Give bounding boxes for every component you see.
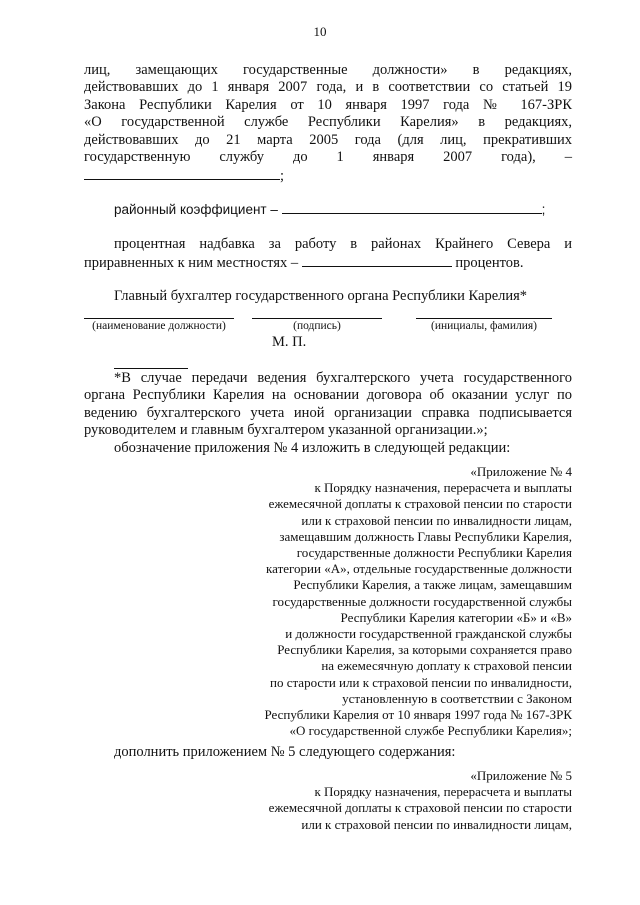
text-line: действовавших до 21 марта 2005 года (для лиц, прекративших [84,131,572,148]
text-line: ведению бухгалтерского учета иной организации справка подписывается [84,404,572,421]
district-coefficient-row [114,200,574,218]
text-line: «О государственной службе Республики Карелия» в редакциях, [84,114,572,131]
text-line: Закона Республики Карелия от 10 января 1997 года № 167-ЗРК [84,96,572,113]
annex-line: «Приложение № 5 [470,768,572,783]
caption-position: (наименование должности) [92,320,226,332]
fill-in-blank [282,200,542,214]
signature-line-position [84,318,234,319]
caption-signature: (подпись) [293,320,341,332]
footnote-separator [114,368,188,369]
fill-in-blank [302,253,452,267]
stamp-place: М. П. [272,334,307,350]
annex-line: Республики Карелия от 10 января 1997 года № 167-ЗРК [264,707,572,723]
annex-line: Республики Карелия, за которыми сохраняется право [277,642,572,658]
annex-line: установленную в соответствии с Законом [342,690,572,706]
annex5-heading-block [212,768,572,833]
annex-line: по старости или к страховой пенсии по инвалидности, [269,674,572,690]
annex-line: на ежемесячную доплату к страховой пенсии [321,658,572,674]
text-line: лиц, замещающих государственные должности» в редакциях, [84,62,572,78]
annex-line: ежемесячной доплаты к страховой пенсии по старости [268,496,572,512]
text-line: государственную службу до 1 января 2007 года), – [84,149,572,166]
line-tail: ; [541,202,546,217]
annex-line: государственные должности государственной службы [272,593,572,609]
blank-line-row [84,166,572,185]
annex4-heading-block [212,464,572,739]
annex5-intro: дополнить приложением № 5 следующего содержания: [114,744,456,760]
allowance-prefix: приравненных к ним местностях – [84,255,299,272]
annex-line: к Порядку назначения, перерасчета и выплаты [314,480,572,496]
page-number: 10 [313,24,327,39]
annex-line: или к страховой пенсии по инвалидности лицам, [301,512,572,528]
allowance-suffix: процентов. [455,255,524,272]
signature-line-initials [416,318,552,319]
signature-line-signature [252,318,382,319]
text-line: органа Республики Карелия на основании договора об оказании услуг по [84,387,572,404]
annex-line: государственные должности Республики Карелия [296,545,572,561]
chief-accountant-heading: Главный бухгалтер государственного органа Республики Карелия* [114,288,528,304]
paragraph-legal-basis [84,62,572,186]
line-tail: ; [280,168,285,185]
annex-line: замещавшим должность Главы Республики Карелия, [279,528,572,544]
annex-line: «О государственной службе Республики Карелия»; [289,723,572,739]
annex-line: или к страховой пенсии по инвалидности лицам, [301,816,572,832]
text-line: *В случае передачи ведения бухгалтерского учета государственного [114,370,572,386]
footnote [84,370,572,440]
text-line: руководителем и главным бухгалтером указанной организации.»; [84,422,488,439]
annex-line: Республики Карелия категории «Б» и «В» [340,609,572,625]
district-coefficient-label: районный коэффициент – [114,202,278,217]
annex-line: «Приложение № 4 [470,464,572,479]
annex-line: к Порядку назначения, перерасчета и выплаты [314,784,572,800]
text-line [84,253,572,272]
caption-initials: (инициалы, фамилия) [430,320,538,332]
text-line: действовавших до 1 января 2007 года, и в соответствии со статьей 19 [84,79,572,96]
annex-line: Республики Карелия, а также лицам, замещавшим [293,577,572,593]
allowance-paragraph [84,236,572,273]
annex4-intro: обозначение приложения № 4 изложить в следующей редакции: [114,440,511,456]
annex-line: категории «А», отдельные государственные должности [266,561,572,577]
text-line: процентная надбавка за работу в районах Крайнего Севера и [114,236,572,252]
annex-line: и должности государственной гражданской службы [285,626,572,642]
fill-in-blank [84,166,280,180]
annex-line: ежемесячной доплаты к страховой пенсии по старости [268,800,572,816]
